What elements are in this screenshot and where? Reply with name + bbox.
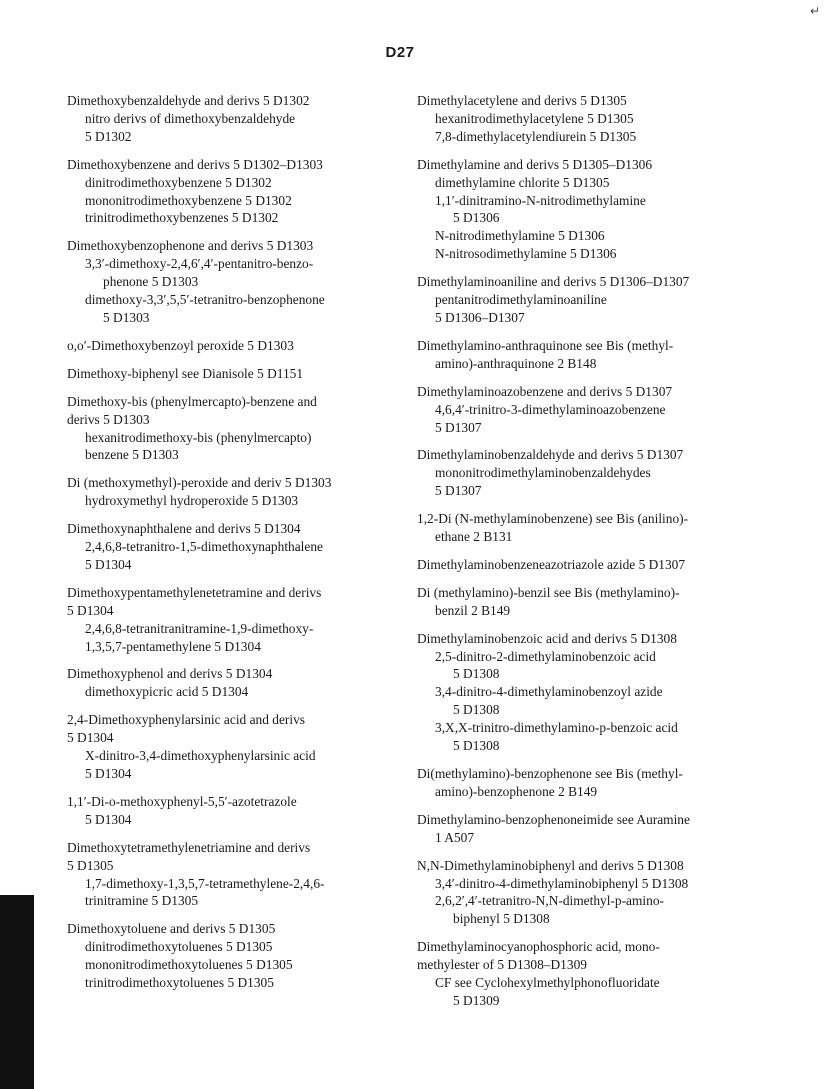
index-entry: [67, 156, 402, 228]
index-entry: [67, 474, 402, 510]
index-entry: [417, 273, 747, 327]
index-subentry: 3,4-dinitro-4-dimethylaminobenzoyl azide: [435, 684, 663, 700]
index-entry: [417, 938, 747, 1010]
index-heading: 1,2-Di (N-methylaminobenzene) see Bis (anilino)-: [417, 511, 689, 527]
index-entry: [417, 510, 747, 546]
index-subentry: CF see Cyclohexylmethylphonofluoridate: [435, 975, 660, 991]
index-heading: Dimethylaminobenzaldehyde and derivs 5 D1307: [417, 447, 684, 463]
index-subentry: N-nitrosodimethylamine 5 D1306: [435, 246, 617, 262]
index-entry: [67, 839, 402, 911]
index-heading: 2,4-Dimethoxyphenylarsinic acid and derivs: [67, 712, 305, 728]
index-subentry: 5 D1307: [435, 419, 482, 435]
index-subentry: 5 D1304: [85, 556, 132, 572]
index-entry: [67, 920, 402, 992]
index-heading: Dimethylaminocyanophosphoric acid, mono-: [417, 939, 660, 955]
index-heading: Dimethylacetylene and derivs 5 D1305: [417, 93, 627, 108]
index-subentry: amino)-benzophenone 2 B149: [435, 783, 598, 799]
index-heading: Dimethylaminobenzeneazotriazole azide 5 D1307: [417, 556, 686, 572]
index-subentry: 3,3′-dimethoxy-2,4,6′,4′-pentanitro-benzo-: [85, 256, 314, 272]
corner-mark: ↵: [809, 4, 820, 18]
index-subentry: 3,X,X-trinitro-dimethylamino-p-benzoic acid: [435, 720, 678, 736]
index-subentry: nitro derivs of dimethoxybenzaldehyde: [85, 110, 296, 126]
index-subentry: dimethylamine chlorite 5 D1305: [435, 174, 610, 190]
index-heading: Dimethylaminoazobenzene and derivs 5 D1307: [417, 383, 673, 399]
index-subentry: mononitrodimethoxytoluenes 5 D1305: [85, 957, 293, 973]
index-entry: [67, 584, 402, 656]
index-column-right: [417, 92, 747, 1020]
index-heading: Dimethylaminobenzoic acid and derivs 5 D1308: [417, 630, 677, 646]
index-heading: Dimethoxybenzene and derivs 5 D1302–D1303: [67, 156, 323, 172]
index-subentry: mononitrodimethylaminobenzaldehydes: [435, 465, 651, 481]
index-subentry: 1 A507: [435, 829, 475, 845]
index-entry: [67, 665, 402, 701]
index-subentry: mononitrodimethoxybenzene 5 D1302: [85, 192, 292, 208]
index-subentry: 5 D1305: [67, 857, 114, 873]
index-subentry: trinitramine 5 D1305: [85, 893, 199, 909]
index-heading: Dimethoxybenzophenone and derivs 5 D1303: [67, 238, 314, 254]
index-subentry: 5 D1304: [67, 602, 114, 618]
index-subentry: benzil 2 B149: [435, 602, 511, 618]
index-heading: Dimethylaminoaniline and derivs 5 D1306–D1307: [417, 274, 690, 290]
index-subentry: benzene 5 D1303: [85, 447, 179, 463]
index-subentry: trinitrodimethoxybenzenes 5 D1302: [85, 210, 279, 226]
index-subentry: 1,7-dimethoxy-1,3,5,7-tetramethylene-2,4,6-: [85, 875, 325, 891]
index-subentry: 3,4′-dinitro-4-dimethylaminobiphenyl 5 D1308: [435, 875, 689, 891]
index-subentry: dimethoxypicric acid 5 D1304: [85, 684, 249, 700]
index-entry: [417, 857, 747, 929]
index-heading: Dimethoxytetramethylenetriamine and derivs: [67, 839, 311, 855]
index-entry: [417, 92, 747, 146]
index-subentry: 2,5-dinitro-2-dimethylaminobenzoic acid: [435, 648, 656, 664]
index-entry: [417, 811, 747, 847]
index-heading: Dimethoxybenzaldehyde and derivs 5 D1302: [67, 93, 310, 108]
index-heading: o,o′-Dimethoxybenzoyl peroxide 5 D1303: [67, 337, 294, 353]
index-subentry: derivs 5 D1303: [67, 411, 150, 427]
index-entry: [67, 337, 402, 355]
index-subentry: phenone 5 D1303: [103, 274, 199, 290]
index-heading: Dimethylamino-anthraquinone see Bis (methyl-: [417, 337, 674, 353]
index-subentry: 1,3,5,7-pentamethylene 5 D1304: [85, 638, 261, 654]
index-entry: [417, 337, 747, 373]
index-entry: [417, 584, 747, 620]
index-heading: 1,1′-Di-o-methoxyphenyl-5,5′-azotetrazole: [67, 793, 297, 809]
index-subentry: 5 D1309: [453, 992, 500, 1008]
index-heading: N,N-Dimethylaminobiphenyl and derivs 5 D1308: [417, 857, 684, 873]
index-subentry: hexanitrodimethoxy-bis (phenylmercapto): [85, 429, 312, 445]
index-subentry: pentanitrodimethylaminoaniline: [435, 292, 607, 308]
index-heading: Dimethylamino-benzophenoneimide see Auramine: [417, 811, 690, 827]
index-subentry: 5 D1308: [453, 702, 500, 718]
index-subentry: biphenyl 5 D1308: [453, 911, 550, 927]
index-subentry: 5 D1307: [435, 483, 482, 499]
index-heading: Dimethoxynaphthalene and derivs 5 D1304: [67, 521, 301, 537]
index-heading: Dimethylamine and derivs 5 D1305–D1306: [417, 156, 653, 172]
index-subentry: 4,6,4′-trinitro-3-dimethylaminoazobenzene: [435, 401, 666, 417]
index-subentry: amino)-anthraquinone 2 B148: [435, 355, 597, 371]
index-entry: [67, 393, 402, 465]
index-entry: [67, 520, 402, 574]
index-entry: [67, 237, 402, 327]
index-heading: Di (methoxymethyl)-peroxide and deriv 5 D1303: [67, 475, 332, 491]
index-subentry: trinitrodimethoxytoluenes 5 D1305: [85, 975, 274, 991]
index-subentry: 5 D1308: [453, 738, 500, 754]
index-entry: [417, 156, 747, 263]
index-subentry: 5 D1302: [85, 128, 132, 144]
index-subentry: 5 D1308: [453, 666, 500, 682]
index-subentry: hydroxymethyl hydroperoxide 5 D1303: [85, 493, 299, 509]
index-entry: [67, 365, 402, 383]
index-heading: Di(methylamino)-benzophenone see Bis (methyl-: [417, 766, 683, 781]
index-column-left: [67, 92, 402, 1002]
index-subentry: 5 D1304: [85, 766, 132, 781]
index-entry: [417, 630, 747, 755]
index-subentry: 5 D1306–D1307: [435, 309, 525, 325]
index-entry: [67, 92, 402, 146]
index-subentry: 5 D1304: [67, 730, 114, 746]
index-entry: [67, 711, 402, 783]
index-subentry: dinitrodimethoxytoluenes 5 D1305: [85, 939, 273, 955]
index-heading: Dimethoxypentamethylenetetramine and derivs: [67, 584, 322, 600]
index-subentry: hexanitrodimethylacetylene 5 D1305: [435, 110, 634, 126]
index-subentry: 2,6,2′,4′-tetranitro-N,N-dimethyl-p-amino-: [435, 893, 664, 909]
index-subentry: 1,1′-dinitramino-N-nitrodimethylamine: [435, 192, 646, 208]
index-subentry: 2,4,6,8-tetranitro-1,5-dimethoxynaphthalene: [85, 539, 323, 555]
index-subentry: 5 D1306: [453, 210, 500, 226]
index-subentry: ethane 2 B131: [435, 529, 513, 545]
index-entry: [417, 383, 747, 437]
index-entry: [417, 765, 747, 801]
index-heading: Dimethoxy-biphenyl see Dianisole 5 D1151: [67, 365, 304, 381]
scan-edge-shadow: [0, 895, 34, 1089]
index-subentry: X-dinitro-3,4-dimethoxyphenylarsinic acid: [85, 748, 316, 764]
index-heading: Dimethoxy-bis (phenylmercapto)-benzene and: [67, 393, 317, 409]
index-subentry: methylester of 5 D1308–D1309: [417, 957, 587, 973]
index-subentry: 5 D1304: [85, 811, 132, 827]
page-header: D27: [385, 44, 415, 61]
index-entry: [417, 446, 747, 500]
index-heading: Di (methylamino)-benzil see Bis (methylamino)-: [417, 584, 680, 600]
index-subentry: 5 D1303: [103, 309, 150, 325]
index-entry: [67, 793, 402, 829]
index-subentry: dimethoxy-3,3′,5,5′-tetranitro-benzophenone: [85, 292, 325, 308]
index-subentry: dinitrodimethoxybenzene 5 D1302: [85, 174, 272, 190]
index-subentry: 7,8-dimethylacetylendiurein 5 D1305: [435, 128, 637, 144]
index-entry: [417, 556, 747, 574]
index-heading: Dimethoxyphenol and derivs 5 D1304: [67, 666, 273, 682]
index-subentry: 2,4,6,8-tetranitranitramine-1,9-dimethoxy-: [85, 620, 314, 636]
index-heading: Dimethoxytoluene and derivs 5 D1305: [67, 921, 276, 937]
index-subentry: N-nitrodimethylamine 5 D1306: [435, 228, 605, 244]
